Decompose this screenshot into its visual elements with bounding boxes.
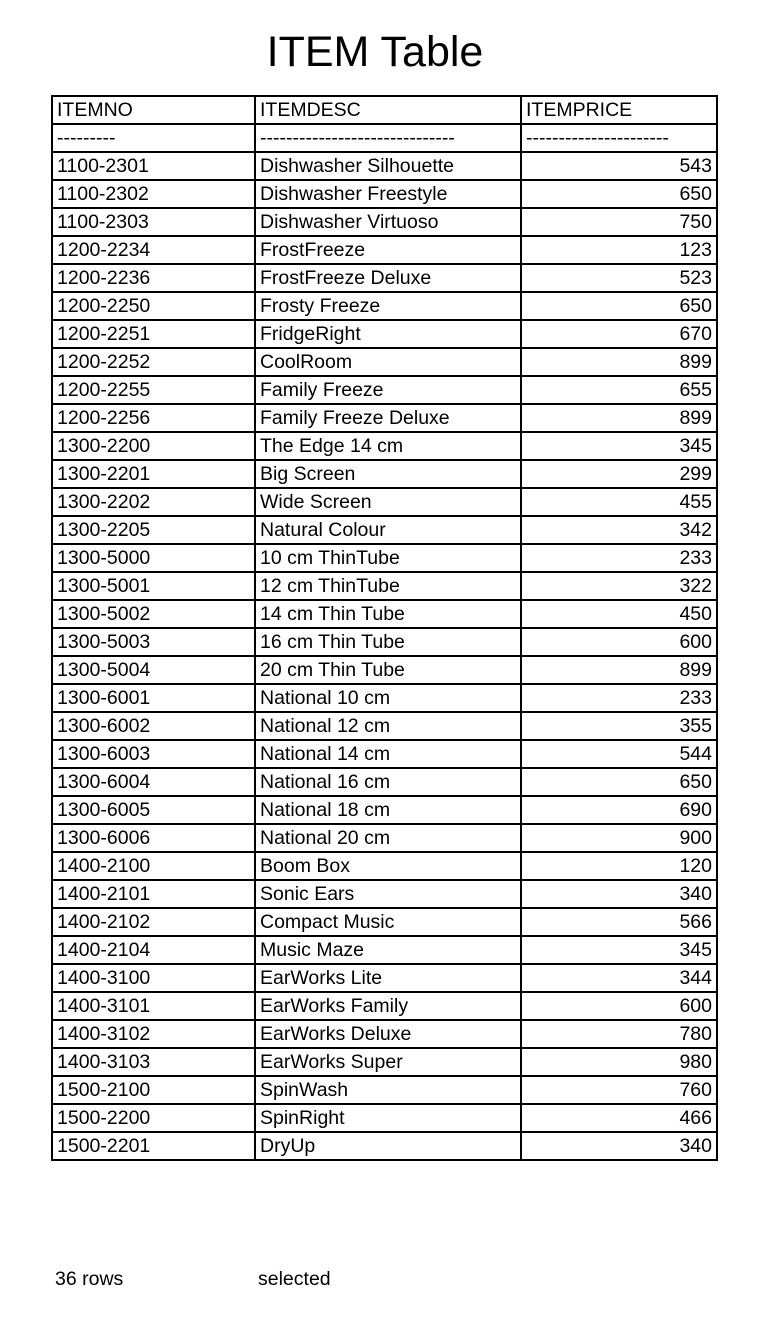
cell-itemno: 1200-2251	[52, 320, 255, 348]
cell-itemno: 1400-3101	[52, 992, 255, 1020]
cell-itemprice: 450	[521, 600, 717, 628]
table-row	[52, 1020, 717, 1048]
cell-itemno: 1300-2201	[52, 460, 255, 488]
table-row	[52, 628, 717, 656]
table-row	[52, 712, 717, 740]
cell-itemno: 1200-2250	[52, 292, 255, 320]
column-header-itemprice: ITEMPRICE	[521, 96, 717, 124]
column-header-itemdesc: ITEMDESC	[255, 96, 521, 124]
cell-itemno: 1300-2202	[52, 488, 255, 516]
cell-itemdesc: EarWorks Lite	[255, 964, 521, 992]
table-row	[52, 264, 717, 292]
cell-itemno: 1300-6003	[52, 740, 255, 768]
cell-itemdesc: Music Maze	[255, 936, 521, 964]
cell-itemdesc: FridgeRight	[255, 320, 521, 348]
separator-row	[52, 124, 717, 152]
item-table	[51, 95, 718, 1161]
cell-itemdesc: Family Freeze	[255, 376, 521, 404]
cell-itemprice: 900	[521, 824, 717, 852]
cell-itemdesc: Boom Box	[255, 852, 521, 880]
table-row	[52, 544, 717, 572]
cell-itemno: 1400-2101	[52, 880, 255, 908]
cell-itemprice: 566	[521, 908, 717, 936]
table-row	[52, 684, 717, 712]
header-row	[52, 96, 717, 124]
cell-itemdesc: 10 cm ThinTube	[255, 544, 521, 572]
table-row	[52, 1048, 717, 1076]
cell-itemdesc: DryUp	[255, 1132, 521, 1160]
cell-itemdesc: SpinWash	[255, 1076, 521, 1104]
row-count: 36 rows	[55, 1268, 124, 1290]
cell-itemdesc: EarWorks Deluxe	[255, 1020, 521, 1048]
cell-itemprice: 455	[521, 488, 717, 516]
cell-itemprice: 780	[521, 1020, 717, 1048]
cell-itemdesc: The Edge 14 cm	[255, 432, 521, 460]
cell-itemdesc: 14 cm Thin Tube	[255, 600, 521, 628]
cell-itemno: 1400-2100	[52, 852, 255, 880]
cell-itemprice: 342	[521, 516, 717, 544]
separator-itemno: ---------	[52, 124, 255, 152]
cell-itemno: 1100-2302	[52, 180, 255, 208]
cell-itemprice: 670	[521, 320, 717, 348]
table-row	[52, 656, 717, 684]
table-row	[52, 740, 717, 768]
cell-itemdesc: National 12 cm	[255, 712, 521, 740]
cell-itemprice: 899	[521, 656, 717, 684]
cell-itemprice: 750	[521, 208, 717, 236]
cell-itemno: 1300-6002	[52, 712, 255, 740]
cell-itemprice: 322	[521, 572, 717, 600]
table-row	[52, 908, 717, 936]
table-row	[52, 320, 717, 348]
table-row	[52, 348, 717, 376]
cell-itemdesc: EarWorks Family	[255, 992, 521, 1020]
table-row	[52, 936, 717, 964]
cell-itemprice: 543	[521, 152, 717, 180]
cell-itemno: 1300-5003	[52, 628, 255, 656]
cell-itemno: 1500-2201	[52, 1132, 255, 1160]
cell-itemno: 1200-2236	[52, 264, 255, 292]
cell-itemno: 1500-2100	[52, 1076, 255, 1104]
table-row	[52, 404, 717, 432]
cell-itemno: 1400-3102	[52, 1020, 255, 1048]
table-row	[52, 376, 717, 404]
cell-itemno: 1500-2200	[52, 1104, 255, 1132]
table-row	[52, 796, 717, 824]
cell-itemdesc: 12 cm ThinTube	[255, 572, 521, 600]
cell-itemdesc: National 10 cm	[255, 684, 521, 712]
cell-itemprice: 600	[521, 992, 717, 1020]
cell-itemdesc: Dishwasher Freestyle	[255, 180, 521, 208]
table-row	[52, 768, 717, 796]
cell-itemdesc: National 14 cm	[255, 740, 521, 768]
table-row	[52, 964, 717, 992]
column-header-itemno: ITEMNO	[52, 96, 255, 124]
cell-itemno: 1300-5002	[52, 600, 255, 628]
cell-itemprice: 340	[521, 880, 717, 908]
cell-itemprice: 523	[521, 264, 717, 292]
cell-itemdesc: Natural Colour	[255, 516, 521, 544]
table-row	[52, 236, 717, 264]
cell-itemprice: 980	[521, 1048, 717, 1076]
table-row	[52, 1132, 717, 1160]
table-row	[52, 880, 717, 908]
item-table-body	[52, 96, 717, 1160]
cell-itemdesc: 16 cm Thin Tube	[255, 628, 521, 656]
cell-itemno: 1400-3100	[52, 964, 255, 992]
cell-itemdesc: FrostFreeze	[255, 236, 521, 264]
cell-itemdesc: Dishwasher Silhouette	[255, 152, 521, 180]
table-row	[52, 600, 717, 628]
cell-itemprice: 355	[521, 712, 717, 740]
table-row	[52, 432, 717, 460]
table-row	[52, 488, 717, 516]
cell-itemdesc: Frosty Freeze	[255, 292, 521, 320]
cell-itemdesc: 20 cm Thin Tube	[255, 656, 521, 684]
cell-itemprice: 233	[521, 684, 717, 712]
selection-status: selected	[258, 1268, 331, 1290]
cell-itemdesc: SpinRight	[255, 1104, 521, 1132]
result-footer	[55, 1266, 331, 1292]
cell-itemprice: 340	[521, 1132, 717, 1160]
cell-itemno: 1200-2256	[52, 404, 255, 432]
cell-itemdesc: FrostFreeze Deluxe	[255, 264, 521, 292]
cell-itemdesc: National 20 cm	[255, 824, 521, 852]
cell-itemprice: 655	[521, 376, 717, 404]
page-title: ITEM Table	[266, 28, 484, 76]
cell-itemno: 1100-2303	[52, 208, 255, 236]
cell-itemno: 1200-2252	[52, 348, 255, 376]
table-row	[52, 852, 717, 880]
cell-itemprice: 899	[521, 348, 717, 376]
cell-itemdesc: Compact Music	[255, 908, 521, 936]
cell-itemprice: 120	[521, 852, 717, 880]
cell-itemno: 1200-2255	[52, 376, 255, 404]
table-row	[52, 208, 717, 236]
cell-itemno: 1300-2200	[52, 432, 255, 460]
cell-itemno: 1200-2234	[52, 236, 255, 264]
cell-itemno: 1300-2205	[52, 516, 255, 544]
cell-itemprice: 690	[521, 796, 717, 824]
cell-itemprice: 233	[521, 544, 717, 572]
cell-itemno: 1100-2301	[52, 152, 255, 180]
cell-itemprice: 650	[521, 180, 717, 208]
cell-itemdesc: Dishwasher Virtuoso	[255, 208, 521, 236]
cell-itemdesc: CoolRoom	[255, 348, 521, 376]
separator-itemprice: ----------------------	[521, 124, 717, 152]
cell-itemdesc: National 18 cm	[255, 796, 521, 824]
cell-itemprice: 466	[521, 1104, 717, 1132]
cell-itemprice: 650	[521, 292, 717, 320]
cell-itemdesc: EarWorks Super	[255, 1048, 521, 1076]
cell-itemdesc: Wide Screen	[255, 488, 521, 516]
cell-itemno: 1300-5004	[52, 656, 255, 684]
table-row	[52, 460, 717, 488]
cell-itemdesc: Family Freeze Deluxe	[255, 404, 521, 432]
cell-itemno: 1300-6001	[52, 684, 255, 712]
cell-itemno: 1300-5001	[52, 572, 255, 600]
table-row	[52, 180, 717, 208]
cell-itemprice: 760	[521, 1076, 717, 1104]
cell-itemprice: 650	[521, 768, 717, 796]
cell-itemprice: 544	[521, 740, 717, 768]
cell-itemprice: 299	[521, 460, 717, 488]
cell-itemno: 1400-2102	[52, 908, 255, 936]
table-row	[52, 572, 717, 600]
cell-itemprice: 123	[521, 236, 717, 264]
table-row	[52, 992, 717, 1020]
cell-itemdesc: National 16 cm	[255, 768, 521, 796]
cell-itemprice: 344	[521, 964, 717, 992]
cell-itemdesc: Big Screen	[255, 460, 521, 488]
cell-itemprice: 345	[521, 936, 717, 964]
cell-itemprice: 899	[521, 404, 717, 432]
table-row	[52, 292, 717, 320]
cell-itemno: 1400-3103	[52, 1048, 255, 1076]
table-row	[52, 152, 717, 180]
separator-itemdesc: ------------------------------	[255, 124, 521, 152]
cell-itemno: 1300-5000	[52, 544, 255, 572]
cell-itemprice: 600	[521, 628, 717, 656]
table-row	[52, 1104, 717, 1132]
cell-itemno: 1300-6006	[52, 824, 255, 852]
cell-itemdesc: Sonic Ears	[255, 880, 521, 908]
cell-itemno: 1400-2104	[52, 936, 255, 964]
cell-itemno: 1300-6005	[52, 796, 255, 824]
cell-itemprice: 345	[521, 432, 717, 460]
cell-itemno: 1300-6004	[52, 768, 255, 796]
table-row	[52, 824, 717, 852]
table-row	[52, 1076, 717, 1104]
table-row	[52, 516, 717, 544]
